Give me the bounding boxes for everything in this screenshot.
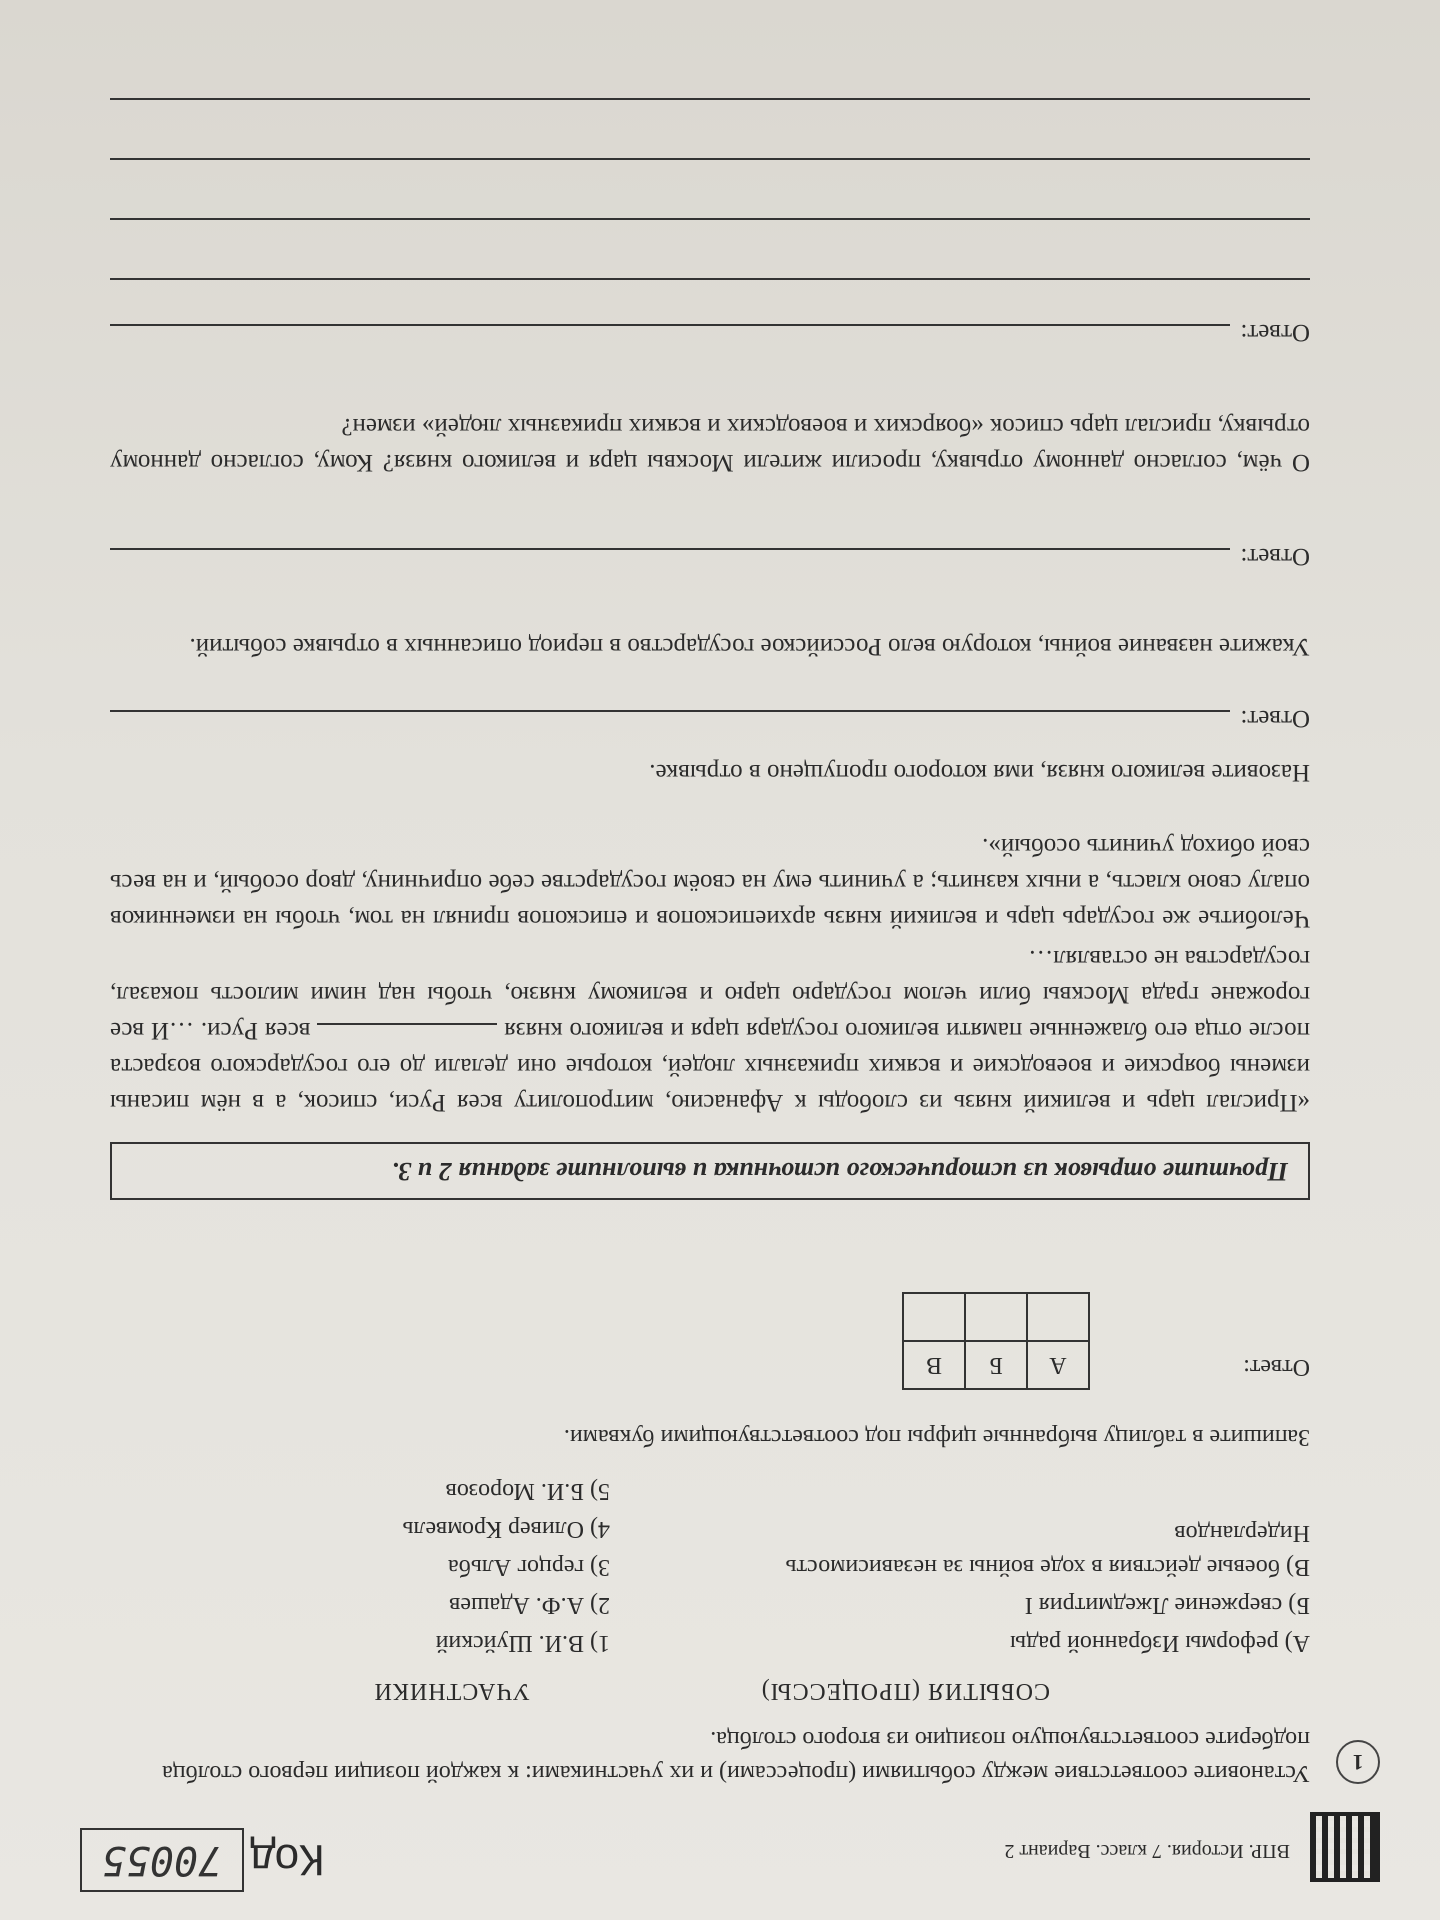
participant-item: 1) В.И. Шуйский [435, 1630, 610, 1656]
answer-cell-a[interactable] [1027, 1293, 1089, 1341]
answer-line[interactable] [110, 158, 1310, 160]
table-header-b: Б [965, 1341, 1027, 1389]
answer-label: Ответ: [1240, 319, 1310, 346]
answer-table-block [563, 1352, 1310, 1450]
page-title: ВПР. История. 7 класс. Вариант 2 [1004, 1840, 1290, 1862]
table-header-v: В [903, 1341, 965, 1389]
event-item: Б) свержение Лжедмитрия I [1024, 1592, 1310, 1618]
task-4-question: О чём, согласно данному отрывку, просили жители Москвы царя и великого князя? Кому, согласно данному отрывку, прислал царь список «боярских и воеводских и всяких приказных людей» измен? [110, 413, 1310, 476]
task-2-question: Назовите великого князя, имя которого пропущено в отрывке. [649, 759, 1310, 786]
source-text-part1: «Прислал царь и великий князь из слободы к Афанасию, митрополиту всея Руси, список, а в нём писаны измены боярские и воеводские и всяких приказных людей, которые они делали до его государского возраста после отца его блаженные памяти великого государя царя и великого князя [110, 1017, 1310, 1116]
task-3-answer [110, 540, 1310, 580]
answer-table [902, 1292, 1090, 1390]
table-header-a: А [1027, 1341, 1089, 1389]
source-paragraph: Челобитье же государь царь и великий князь архиепископов и епископов принял на том, чтобы на изменников опалу свою класть, а иных казнить; а учинить ему на своём государстве себе опричнину, двор особый, и на весь свой обиход учинить особый». [110, 833, 1310, 932]
matching-columns [80, 1444, 1310, 1704]
answer-field[interactable] [110, 710, 1230, 712]
task-2-answer [110, 702, 1310, 742]
answer-field[interactable] [110, 548, 1230, 550]
answer-line[interactable] [110, 98, 1310, 100]
participant-item: 2) А.Ф. Адашев [449, 1592, 610, 1618]
table-instruction: Запишите в таблицу выбранные цифры под соответствующими буквами. [563, 1424, 1310, 1450]
answer-label: Ответ: [1240, 705, 1310, 732]
participant-item: 4) Оливер Кромвель [402, 1516, 610, 1542]
answer-line[interactable] [110, 278, 1310, 280]
events-header: СОБЫТИЯ (ПРОЦЕССЫ) [760, 1678, 1050, 1704]
source-text-part2: всея Руси. …И все горожане града Москвы били челом государю царю и великому князю, чтобы над ними милость показал, государства не оставлял… [109, 945, 1310, 1044]
qr-code-icon [1310, 1812, 1380, 1882]
answer-cell-v[interactable] [903, 1293, 965, 1341]
task-4-answer [110, 316, 1310, 356]
event-item: В) боевые действия в ходе войны за независимость Нидерландов [785, 1520, 1310, 1580]
task-instruction: Установите соответствие между событиями (процессами) и их участниками: к каждой позиции первого столбца подберите соответствующую позицию из второго столбца. [162, 1726, 1310, 1786]
code-label: Код [250, 1835, 325, 1884]
answer-label: Ответ: [1240, 543, 1310, 570]
participants-header: УЧАСТНИКИ [373, 1678, 530, 1704]
page-header [80, 1792, 1380, 1902]
source-instruction-box: Прочтите отрывок из исторического источника и выполните задания 2 и 3. [110, 1142, 1310, 1200]
event-item: А) реформы Избранной рады [1010, 1630, 1310, 1656]
task-1 [80, 1444, 1380, 1790]
source-text [110, 824, 1310, 1120]
answer-field[interactable] [110, 324, 1230, 326]
task-number: 1 [1336, 1740, 1380, 1784]
answer-label: Ответ: [1243, 1354, 1310, 1380]
page-content [80, 0, 1380, 1920]
missing-name-blank [317, 1023, 497, 1025]
source-paragraph [110, 940, 1310, 1120]
participant-item: 3) герцог Альба [448, 1554, 610, 1580]
answer-cell-b[interactable] [965, 1293, 1027, 1341]
task-3-question: Укажите название войны, которую вело Российское государство в период описанных в отрывке событий. [189, 633, 1310, 660]
participant-item: 5) Б.И. Морозов [445, 1478, 610, 1504]
code-field[interactable]: 70055 [80, 1828, 244, 1892]
answer-line[interactable] [110, 218, 1310, 220]
